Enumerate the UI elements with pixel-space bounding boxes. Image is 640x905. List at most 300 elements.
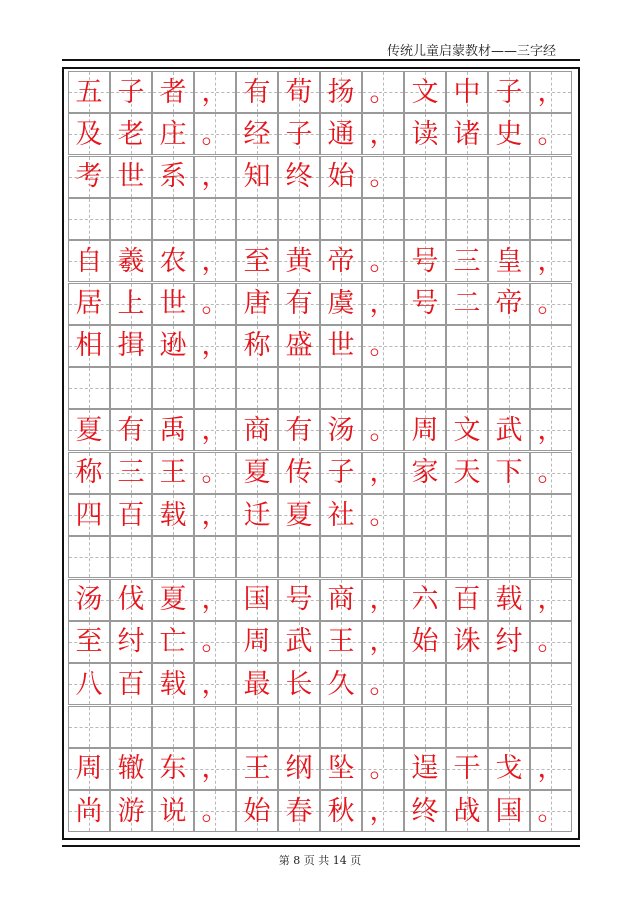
character: 史 (495, 118, 523, 150)
character: 百 (117, 668, 145, 700)
grid-cell (362, 452, 404, 494)
grid-cell (68, 283, 110, 325)
grid-row (64, 494, 578, 536)
grid-cell (194, 325, 236, 367)
grid-cell (278, 790, 320, 832)
character: 战 (453, 795, 481, 827)
grid-cell (236, 367, 278, 409)
grid-cell (68, 706, 110, 748)
character: 世 (159, 288, 187, 319)
character: 汤 (75, 584, 103, 616)
character: 游 (117, 795, 145, 827)
character: 夏 (159, 584, 187, 616)
grid-cell (278, 156, 320, 198)
character: 商 (327, 584, 355, 616)
character: 社 (327, 499, 355, 531)
character: 载 (495, 584, 523, 616)
character: 诸 (453, 118, 481, 150)
grid-cell (320, 367, 362, 409)
character: 武 (495, 414, 523, 446)
footer-divider (62, 845, 580, 847)
grid-cell (236, 113, 278, 155)
grid-cell (362, 113, 404, 155)
character: 子 (285, 118, 313, 150)
grid-cell (278, 71, 320, 113)
grid-cell (236, 198, 278, 240)
character: 文 (453, 414, 481, 446)
character: 四 (75, 499, 103, 531)
grid-cell (236, 663, 278, 705)
grid-cell (488, 367, 530, 409)
character: 百 (453, 584, 481, 616)
grid-cell (530, 113, 572, 155)
character: 亡 (159, 626, 187, 658)
grid-cell (446, 621, 488, 663)
character: 。 (201, 457, 229, 489)
character: 考 (75, 161, 103, 193)
character: 传 (285, 457, 313, 489)
grid-row (64, 71, 578, 113)
grid-cell (68, 409, 110, 451)
character: 至 (243, 245, 271, 277)
character: 扬 (327, 76, 355, 108)
grid-cell (68, 71, 110, 113)
grid-cell (488, 579, 530, 621)
grid-cell (236, 283, 278, 325)
grid-row (64, 748, 578, 790)
grid-row (64, 452, 578, 494)
character: 系 (159, 161, 187, 193)
character: ， (201, 584, 229, 616)
grid-cell (110, 663, 152, 705)
character: 居 (75, 288, 103, 319)
character: 。 (537, 288, 565, 319)
grid-cell (404, 663, 446, 705)
grid-cell (152, 409, 194, 451)
character: 帝 (327, 245, 355, 277)
grid-cell (68, 579, 110, 621)
grid-row (64, 198, 578, 240)
grid-cell (530, 579, 572, 621)
grid-row (64, 240, 578, 282)
character: 。 (201, 288, 229, 319)
grid-cell (194, 71, 236, 113)
character: 至 (75, 626, 103, 658)
character: 庄 (159, 118, 187, 150)
character: 文 (411, 76, 439, 108)
character: ， (369, 795, 397, 827)
grid-cell (446, 113, 488, 155)
grid-cell (110, 409, 152, 451)
grid-cell (404, 113, 446, 155)
grid-cell (404, 536, 446, 578)
character: 有 (285, 288, 313, 319)
character: 号 (411, 245, 439, 277)
grid-cell (320, 706, 362, 748)
grid-cell (320, 156, 362, 198)
grid-cell (362, 706, 404, 748)
character: 知 (243, 161, 271, 193)
character: ， (201, 330, 229, 362)
grid-cell (362, 494, 404, 536)
page-number: 第 8 页 共 14 页 (278, 854, 362, 867)
character: 读 (411, 118, 439, 150)
grid-cell (530, 240, 572, 282)
header-title: 传统儿童启蒙教材——三字经 (386, 44, 556, 59)
grid-cell (530, 621, 572, 663)
grid-cell (194, 579, 236, 621)
grid-cell (530, 198, 572, 240)
character: 通 (327, 118, 355, 150)
character: 。 (537, 795, 565, 827)
character: ， (537, 584, 565, 616)
grid-cell (68, 790, 110, 832)
character: 夏 (75, 414, 103, 446)
character: 老 (117, 118, 145, 150)
character: 周 (75, 753, 103, 785)
grid-cell (320, 452, 362, 494)
grid-cell (152, 198, 194, 240)
grid-cell (320, 325, 362, 367)
grid-cell (404, 283, 446, 325)
character: 终 (285, 161, 313, 193)
character: 禹 (159, 414, 187, 446)
character: 百 (117, 499, 145, 531)
grid-cell (488, 494, 530, 536)
grid-cell (194, 790, 236, 832)
grid-cell (488, 748, 530, 790)
grid-row (64, 156, 578, 198)
character: 。 (369, 499, 397, 531)
grid-cell (530, 452, 572, 494)
grid-cell (68, 325, 110, 367)
grid-cell (110, 113, 152, 155)
character: 始 (411, 626, 439, 658)
character: 羲 (117, 245, 145, 277)
grid-cell (194, 494, 236, 536)
grid-cell (446, 409, 488, 451)
grid-cell (194, 156, 236, 198)
grid-cell (152, 663, 194, 705)
character: 东 (159, 753, 187, 785)
grid-cell (278, 367, 320, 409)
grid-cell (110, 156, 152, 198)
grid-cell (530, 790, 572, 832)
grid-row (64, 113, 578, 155)
grid-cell (194, 621, 236, 663)
character: ， (537, 76, 565, 108)
character: 国 (495, 795, 523, 827)
character: 坠 (327, 753, 355, 785)
grid-cell (278, 452, 320, 494)
character: 国 (243, 584, 271, 616)
character: 上 (117, 288, 145, 319)
character: 。 (369, 668, 397, 700)
character: 及 (75, 118, 103, 150)
character: 汤 (327, 414, 355, 446)
grid-cell (362, 663, 404, 705)
character: 荀 (285, 76, 313, 108)
grid-cell (68, 494, 110, 536)
grid-cell (362, 325, 404, 367)
grid-cell (236, 579, 278, 621)
grid-cell (68, 621, 110, 663)
grid-cell (320, 663, 362, 705)
grid-cell (236, 706, 278, 748)
character: 尚 (75, 795, 103, 827)
character: 中 (453, 76, 481, 108)
grid-cell (362, 283, 404, 325)
character: 有 (243, 76, 271, 108)
grid-cell (110, 790, 152, 832)
grid-row (64, 536, 578, 578)
grid-cell (362, 240, 404, 282)
character: ， (201, 668, 229, 700)
grid-cell (68, 663, 110, 705)
character: 武 (285, 626, 313, 658)
grid-cell (152, 790, 194, 832)
character: 诛 (453, 626, 481, 658)
character: 六 (411, 584, 439, 616)
grid-cell (278, 663, 320, 705)
grid-cell (530, 748, 572, 790)
character: 最 (243, 668, 271, 700)
character: 春 (285, 795, 313, 827)
character: 始 (243, 795, 271, 827)
grid-cell (404, 621, 446, 663)
grid-cell (362, 621, 404, 663)
character: 盛 (285, 330, 313, 362)
grid-row (64, 663, 578, 705)
character: 戈 (495, 753, 523, 785)
character: 经 (243, 118, 271, 150)
character: 号 (411, 288, 439, 319)
grid-cell (404, 452, 446, 494)
grid-cell (236, 790, 278, 832)
grid-cell (68, 113, 110, 155)
grid-cell (404, 409, 446, 451)
grid-cell (110, 283, 152, 325)
character: 王 (159, 457, 187, 489)
grid-cell (530, 663, 572, 705)
grid-cell (68, 240, 110, 282)
grid-cell (446, 452, 488, 494)
grid-cell (488, 198, 530, 240)
character: ， (537, 753, 565, 785)
grid-cell (404, 748, 446, 790)
character: 。 (537, 118, 565, 150)
grid-cell (404, 325, 446, 367)
grid-cell (362, 198, 404, 240)
grid-cell (446, 579, 488, 621)
grid-cell (68, 452, 110, 494)
grid-cell (446, 663, 488, 705)
grid-cell (320, 409, 362, 451)
character: 帝 (495, 288, 523, 319)
grid-cell (110, 367, 152, 409)
grid-cell (404, 706, 446, 748)
grid-cell (362, 409, 404, 451)
grid-row (64, 409, 578, 451)
grid-cell (236, 748, 278, 790)
grid-cell (488, 790, 530, 832)
grid-cell (110, 748, 152, 790)
character: 。 (369, 330, 397, 362)
character: ， (369, 118, 397, 150)
character: 纣 (117, 626, 145, 658)
character: 八 (75, 668, 103, 700)
grid-cell (530, 706, 572, 748)
grid-cell (152, 536, 194, 578)
character: 。 (369, 161, 397, 193)
grid-cell (278, 198, 320, 240)
grid-cell (152, 748, 194, 790)
grid-cell (320, 494, 362, 536)
grid-cell (446, 748, 488, 790)
character: 。 (369, 245, 397, 277)
grid-cell (446, 790, 488, 832)
grid-cell (152, 283, 194, 325)
grid-cell (488, 663, 530, 705)
grid-cell (110, 536, 152, 578)
character: 。 (201, 118, 229, 150)
character: 夏 (243, 457, 271, 489)
grid-cell (362, 71, 404, 113)
grid-cell (320, 71, 362, 113)
grid-cell (320, 748, 362, 790)
character: 夏 (285, 499, 313, 531)
character: 王 (243, 753, 271, 785)
character: 农 (159, 245, 187, 277)
grid-cell (194, 367, 236, 409)
grid-cell (194, 706, 236, 748)
grid-cell (362, 367, 404, 409)
grid-cell (236, 536, 278, 578)
grid-cell (194, 198, 236, 240)
grid-cell (488, 706, 530, 748)
character: 自 (75, 245, 103, 277)
character: 天 (453, 457, 481, 489)
character: 子 (495, 76, 523, 108)
grid-cell (152, 71, 194, 113)
grid-cell (152, 706, 194, 748)
character: 始 (327, 161, 355, 193)
grid-cell (278, 748, 320, 790)
practice-grid (62, 67, 580, 840)
grid-cell (446, 367, 488, 409)
grid-cell (362, 156, 404, 198)
grid-cell (194, 240, 236, 282)
grid-cell (320, 198, 362, 240)
character: 世 (117, 161, 145, 193)
character: 秋 (327, 795, 355, 827)
character: 三 (453, 245, 481, 277)
character: 。 (369, 76, 397, 108)
character: ， (201, 245, 229, 277)
grid-cell (362, 790, 404, 832)
grid-cell (236, 452, 278, 494)
grid-cell (530, 536, 572, 578)
character: 世 (327, 330, 355, 362)
grid-cell (110, 240, 152, 282)
character: 。 (369, 753, 397, 785)
grid-cell (152, 452, 194, 494)
grid-cell (530, 494, 572, 536)
grid-cell (236, 409, 278, 451)
grid-cell (488, 283, 530, 325)
character: 载 (159, 668, 187, 700)
grid-cell (278, 536, 320, 578)
grid-cell (110, 621, 152, 663)
character: 王 (327, 626, 355, 658)
character: 纣 (495, 626, 523, 658)
grid-cell (488, 452, 530, 494)
grid-cell (446, 240, 488, 282)
grid-cell (110, 494, 152, 536)
grid-cell (152, 156, 194, 198)
grid-cell (278, 494, 320, 536)
grid-cell (404, 579, 446, 621)
grid-cell (194, 748, 236, 790)
character: ， (201, 161, 229, 193)
grid-cell (446, 494, 488, 536)
grid-cell (68, 156, 110, 198)
grid-cell (110, 325, 152, 367)
character: 二 (453, 288, 481, 319)
grid-cell (278, 409, 320, 451)
grid-cell (446, 71, 488, 113)
grid-cell (110, 198, 152, 240)
character: 三 (117, 457, 145, 489)
grid-cell (278, 621, 320, 663)
grid-cell (278, 283, 320, 325)
character: 子 (117, 76, 145, 108)
grid-cell (152, 325, 194, 367)
grid-cell (404, 790, 446, 832)
character: 。 (537, 457, 565, 489)
grid-row (64, 579, 578, 621)
character: 。 (537, 626, 565, 658)
grid-cell (488, 325, 530, 367)
grid-cell (446, 283, 488, 325)
grid-cell (194, 283, 236, 325)
grid-cell (446, 536, 488, 578)
grid-cell (278, 579, 320, 621)
character: ， (369, 584, 397, 616)
grid-cell (110, 452, 152, 494)
grid-cell (152, 240, 194, 282)
character: 称 (75, 457, 103, 489)
character: 有 (117, 414, 145, 446)
character: ， (201, 76, 229, 108)
grid-cell (530, 283, 572, 325)
grid-cell (530, 325, 572, 367)
character: 长 (285, 668, 313, 700)
grid-cell (152, 367, 194, 409)
character: 号 (285, 584, 313, 616)
character: 。 (201, 626, 229, 658)
grid-cell (68, 198, 110, 240)
character: 黄 (285, 245, 313, 277)
grid-cell (488, 71, 530, 113)
character: ， (537, 414, 565, 446)
grid-cell (278, 113, 320, 155)
grid-cell (404, 367, 446, 409)
character: 下 (495, 457, 523, 489)
grid-cell (194, 409, 236, 451)
character: 伐 (117, 584, 145, 616)
character: ， (201, 753, 229, 785)
